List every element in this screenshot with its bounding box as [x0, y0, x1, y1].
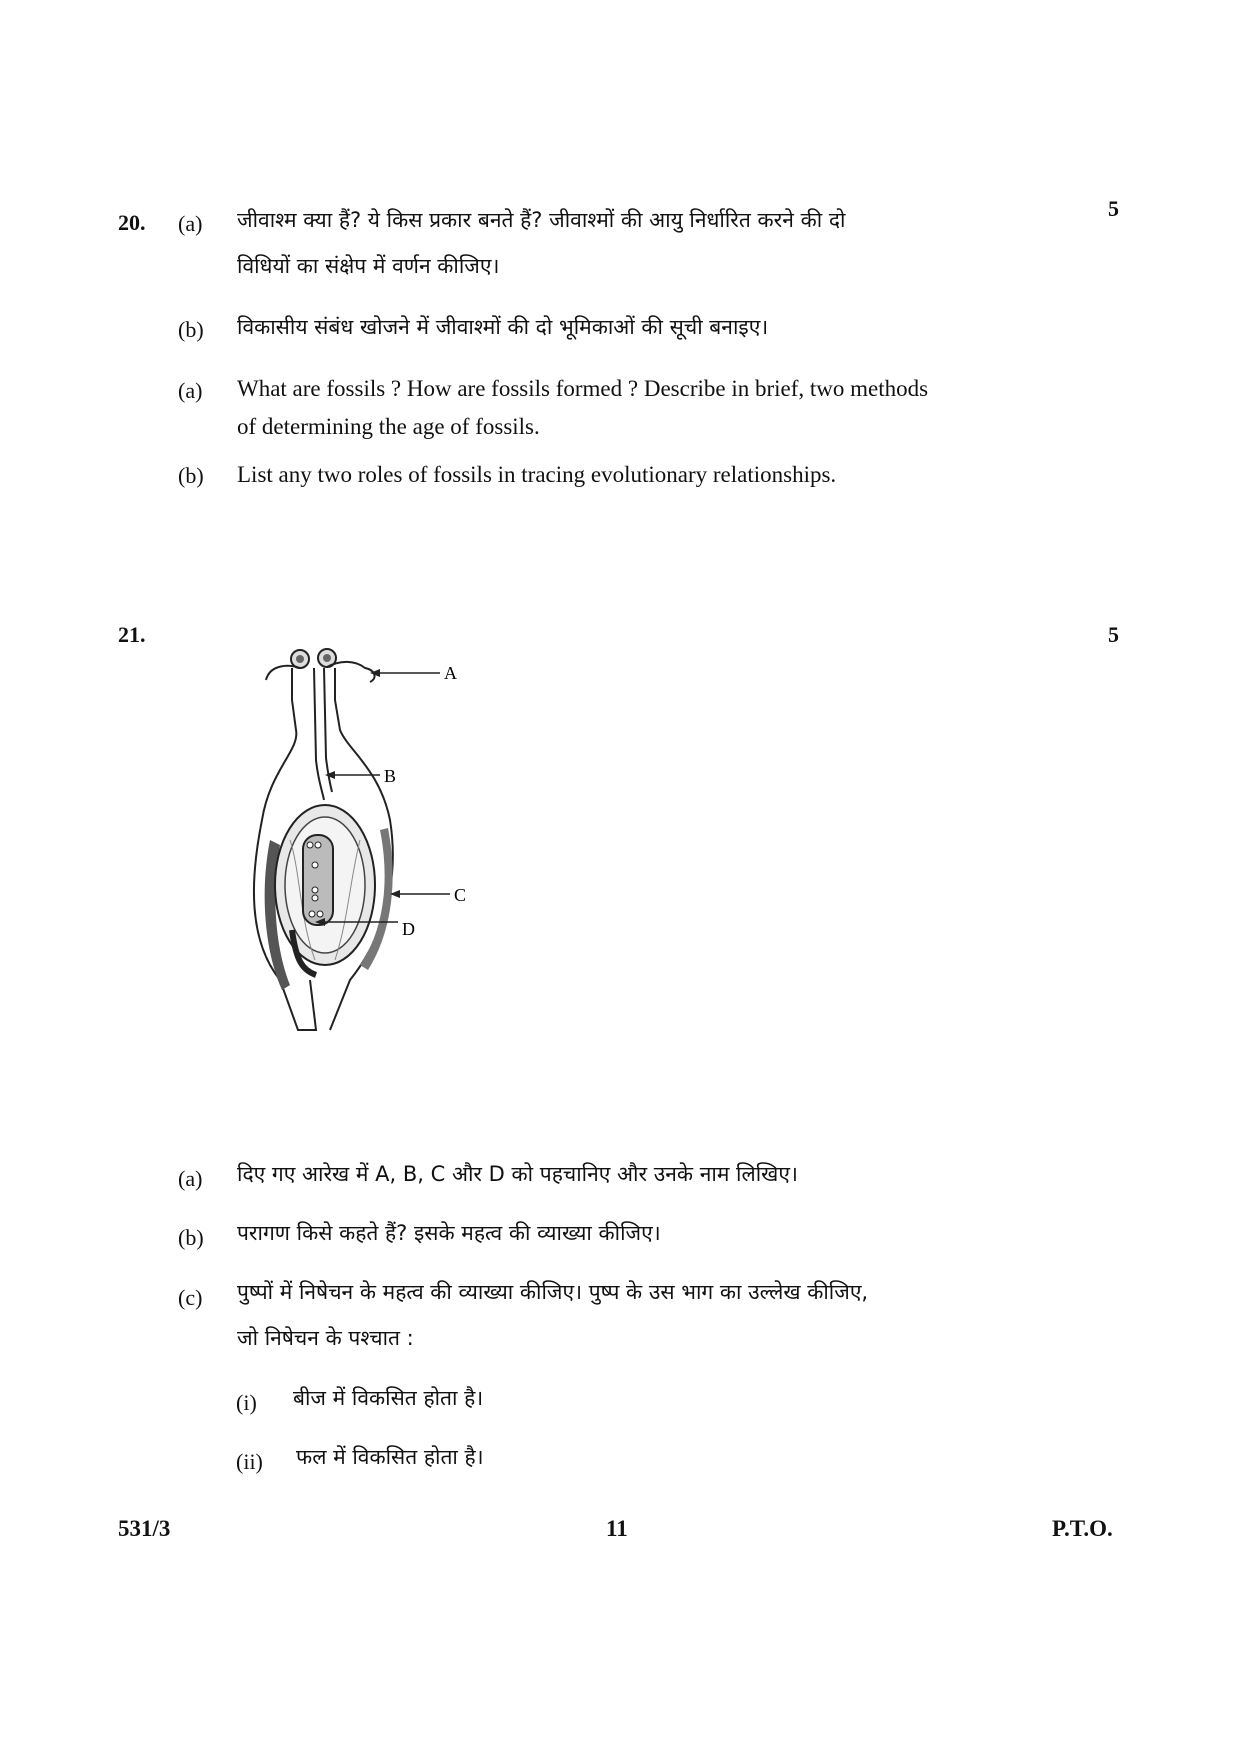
- q20-hi-a-label: (a): [178, 211, 203, 236]
- q21-b-label: (b): [178, 1225, 204, 1250]
- question-20-marks: 5: [1108, 196, 1119, 221]
- question-21-marks: 5: [1108, 622, 1119, 647]
- q21-c-line2: जो निषेचन के पश्चात :: [237, 1326, 414, 1350]
- q21-a-label: (a): [178, 1166, 203, 1191]
- q20-en-a-label: (a): [178, 378, 203, 403]
- q21-ci: बीज में विकसित होता है।: [293, 1386, 484, 1410]
- label-A: A: [444, 663, 457, 683]
- paper-code: 531/3: [118, 1516, 171, 1541]
- q21-cii: फल में विकसित होता है।: [296, 1445, 484, 1469]
- q20-hi-b: विकासीय संबंध खोजने में जीवाश्मों की दो भूमिकाओं की सूची बनाइए।: [237, 315, 769, 339]
- q20-en-b: List any two roles of fossils in tracing evolutionary relationships.: [237, 462, 837, 487]
- q21-c-label: (c): [178, 1285, 203, 1310]
- q20-hi-a-line2: विधियों का संक्षेप में वर्णन कीजिए।: [237, 254, 500, 278]
- q21-a: दिए गए आरेख में A, B, C और D को पहचानिए और उनके नाम लिखिए।: [237, 1162, 798, 1186]
- please-turn-over: P.T.O.: [1052, 1516, 1113, 1541]
- page-number: 11: [606, 1516, 628, 1541]
- q20-en-a-line1: What are fossils ? How are fossils formed ? Describe in brief, two methods: [237, 376, 929, 401]
- label-C: C: [454, 885, 467, 905]
- q20-hi-a-line1: जीवाश्म क्या हैं? ये किस प्रकार बनते हैं? जीवाश्मों की आयु निर्धारित करने की दो: [237, 208, 846, 232]
- q21-b: परागण किसे कहते हैं? इसके महत्व की व्याख्या कीजिए।: [237, 1221, 661, 1245]
- question-20-number: 20.: [118, 210, 146, 235]
- q20-hi-b-label: (b): [178, 317, 204, 342]
- q21-c-line1: पुष्पों में निषेचन के महत्व की व्याख्या कीजिए। पुष्प के उस भाग का उल्लेख कीजिए,: [237, 1280, 869, 1304]
- q20-en-b-label: (b): [178, 463, 204, 488]
- flower-fertilization-diagram: [230, 640, 490, 1050]
- q20-en-a-line2: of determining the age of fossils.: [237, 414, 540, 439]
- q21-cii-label: (ii): [236, 1449, 263, 1474]
- label-D: D: [402, 919, 415, 939]
- question-21-number: 21.: [118, 622, 146, 647]
- q21-ci-label: (i): [236, 1390, 257, 1415]
- label-B: B: [384, 766, 397, 786]
